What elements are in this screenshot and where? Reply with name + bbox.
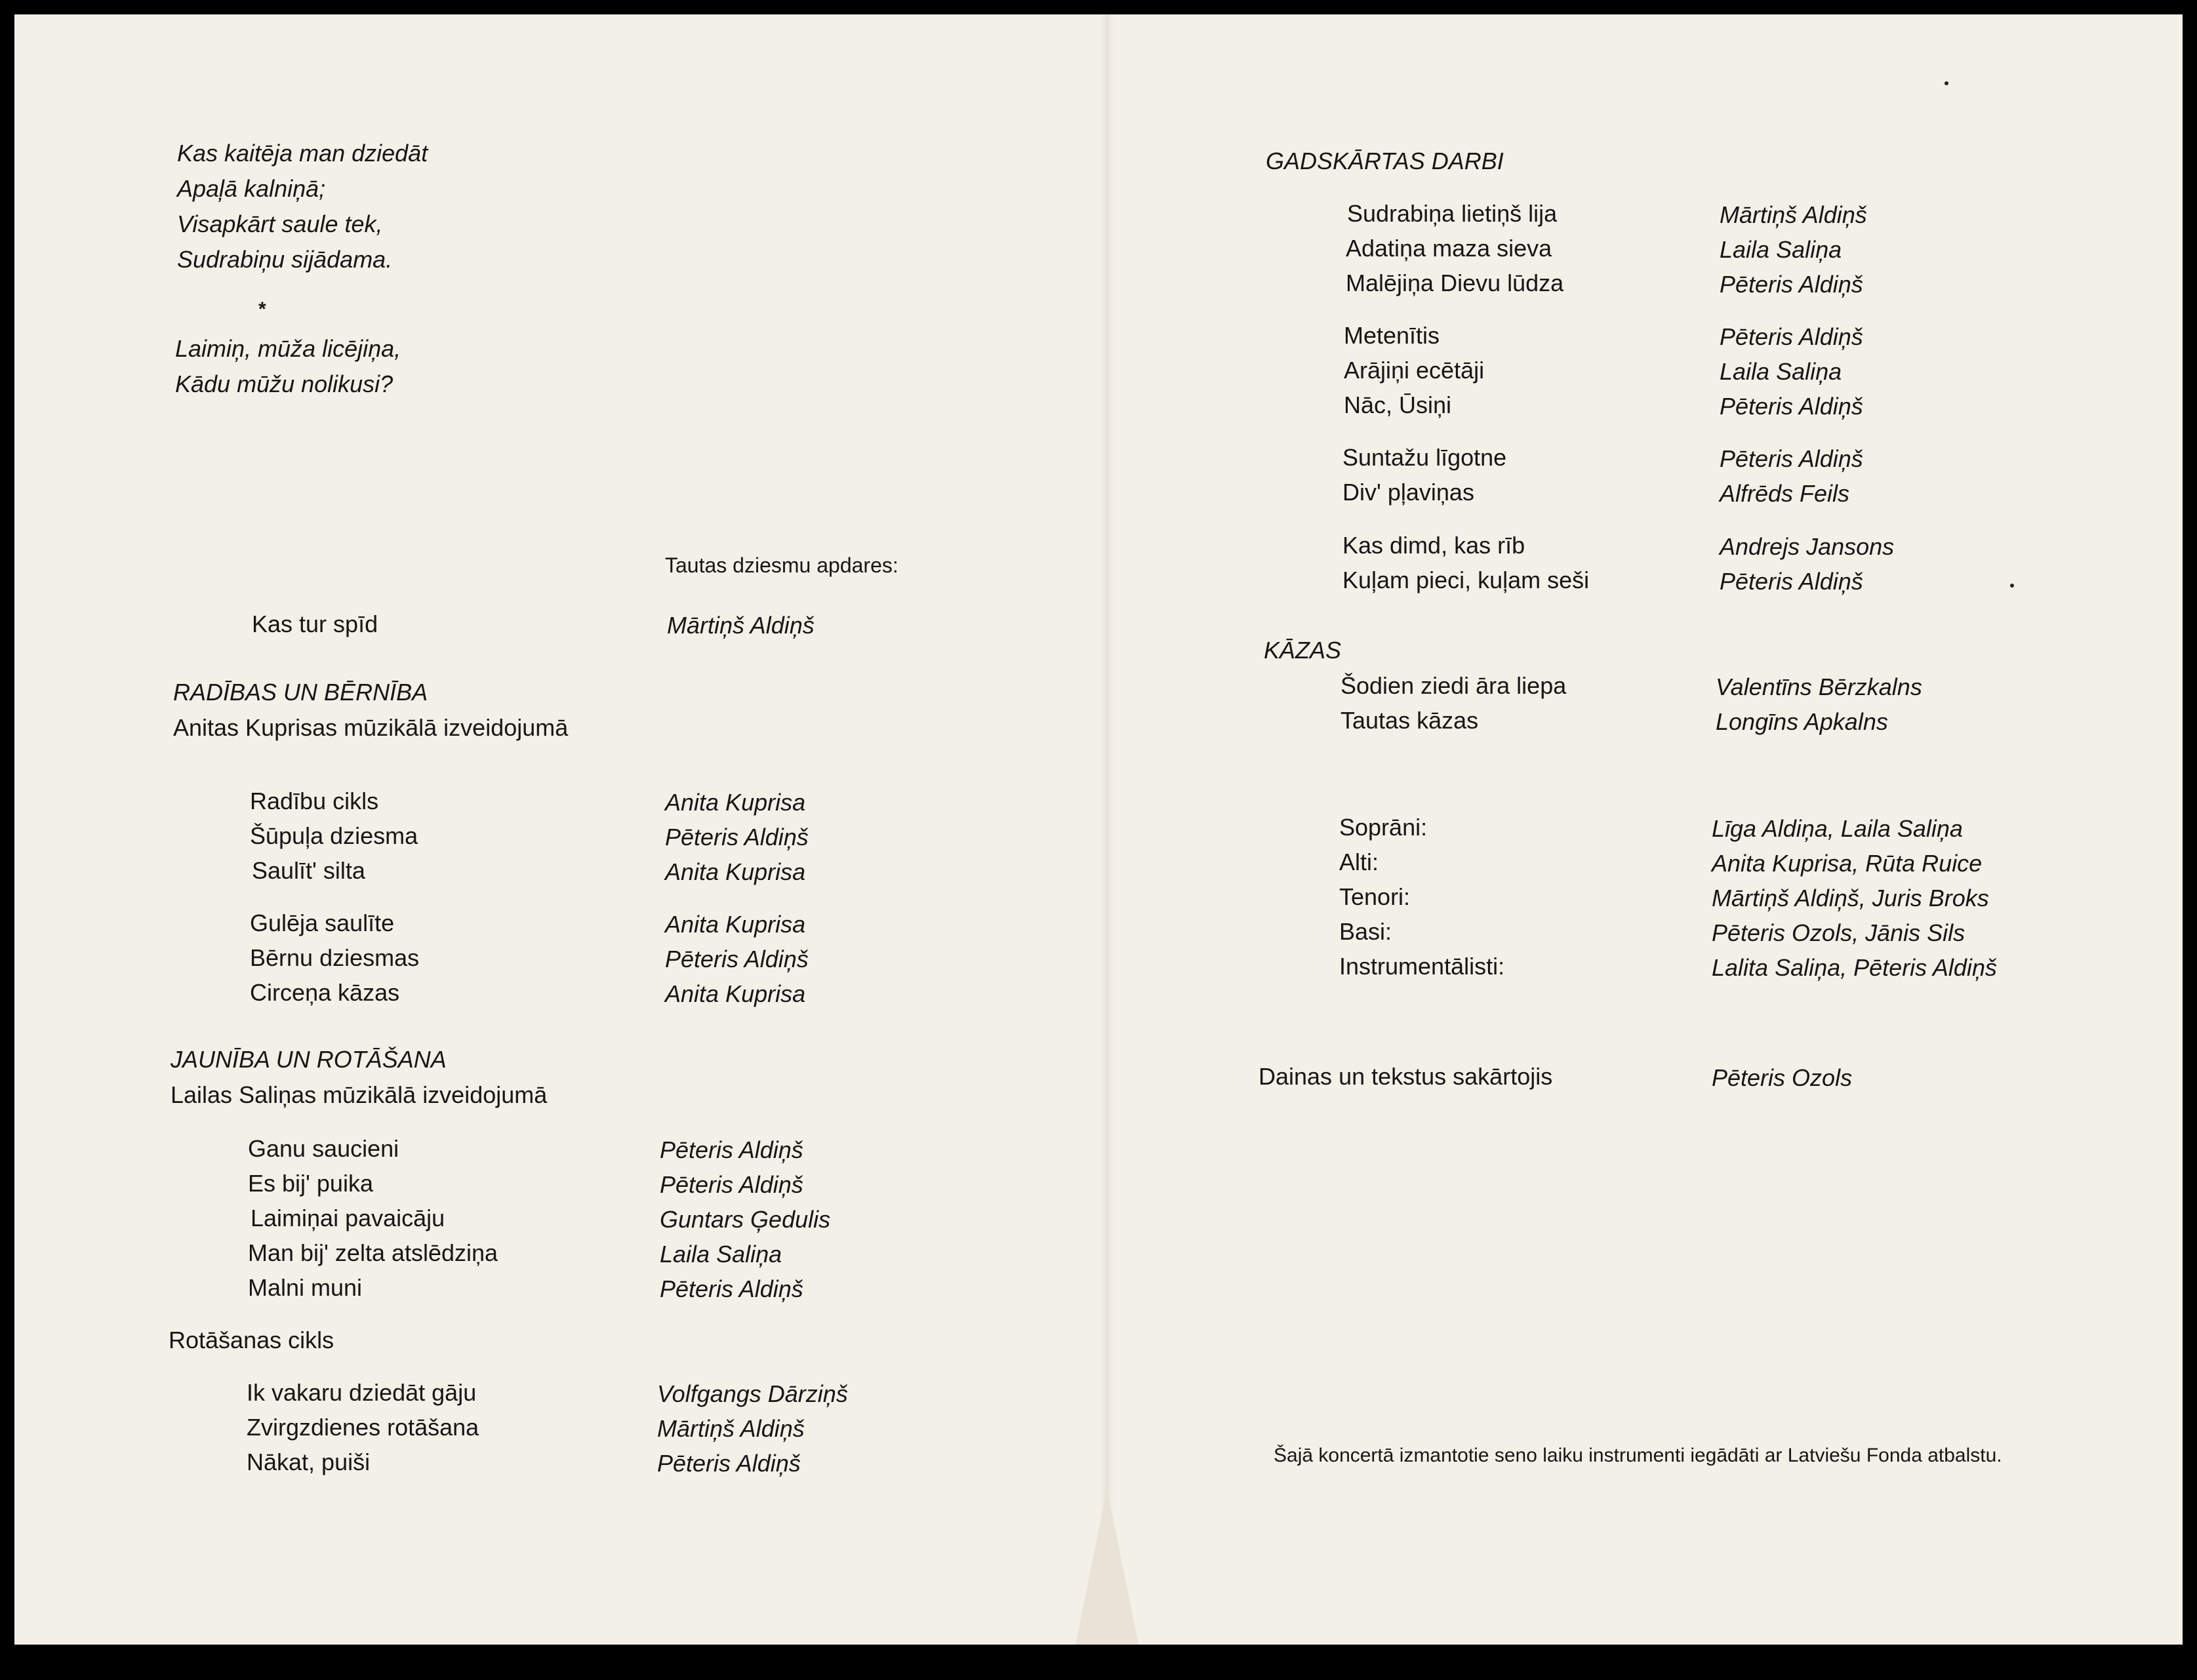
poem-line: Sudrabiņu sijādama. xyxy=(177,246,393,273)
performer-names: Mārtiņš Aldiņš, Juris Broks xyxy=(1712,885,1989,911)
song-title: Div' pļaviņas xyxy=(1342,479,1474,506)
song-arranger: Pēteris Aldiņš xyxy=(660,1136,803,1163)
song-title: Nāc, Ūsiņi xyxy=(1344,391,1452,418)
footnote: Šajā koncertā izmantotie seno laiku instrumenti iegādāti ar Latviešu Fonda atbalstu. xyxy=(1274,1445,2002,1466)
song-title: Saulīt' silta xyxy=(252,857,365,884)
song-arranger: Pēteris Aldiņš xyxy=(1720,568,1863,595)
program-sheet xyxy=(14,14,2183,1645)
song-arranger: Anita Kuprisa xyxy=(665,789,806,816)
song-title: Malējiņa Dievu lūdza xyxy=(1346,270,1564,296)
song-title: Ik vakaru dziedāt gāju xyxy=(247,1379,477,1406)
song-title: Circeņa kāzas xyxy=(250,979,400,1006)
song-arranger: Pēteris Aldiņš xyxy=(665,946,809,972)
song-title: Tautas kāzas xyxy=(1340,707,1479,734)
song-arranger: Longīns Apkalns xyxy=(1716,708,1888,735)
section-heading: JAUNĪBA UN ROTĀŠANA xyxy=(171,1046,447,1073)
song-title: Kas tur spīd xyxy=(252,610,378,637)
section-heading: KĀZAS xyxy=(1264,637,1342,664)
center-fold xyxy=(1100,14,1114,1645)
song-title: Metenītis xyxy=(1344,322,1440,349)
song-arranger: Pēteris Aldiņš xyxy=(1720,271,1863,298)
song-title: Kuļam pieci, kuļam seši xyxy=(1342,567,1590,593)
song-title: Kas dimd, kas rīb xyxy=(1342,532,1525,559)
performer-role: Basi: xyxy=(1339,918,1392,945)
speck xyxy=(1945,81,1948,85)
song-title: Adatiņa maza sieva xyxy=(1346,235,1552,262)
song-arranger: Pēteris Aldiņš xyxy=(660,1171,803,1198)
song-arranger: Anita Kuprisa xyxy=(665,911,806,938)
song-arranger: Andrejs Jansons xyxy=(1720,533,1895,560)
performer-names: Pēteris Ozols, Jānis Sils xyxy=(1712,919,1965,946)
song-arranger: Laila Saliņa xyxy=(660,1241,782,1268)
song-arranger: Pēteris Aldiņš xyxy=(665,824,809,850)
song-title: Man bij' zelta atslēdziņa xyxy=(248,1239,498,1266)
performer-names: Lalita Saliņa, Pēteris Aldiņš xyxy=(1712,954,1997,981)
song-arranger: Pēteris Aldiņš xyxy=(657,1450,801,1477)
performer-role: Tenori: xyxy=(1339,883,1411,910)
song-arranger: Valentīns Bērzkalns xyxy=(1716,673,1922,700)
poem-separator: * xyxy=(258,298,266,320)
section-heading: GADSKĀRTAS DARBI xyxy=(1266,148,1504,174)
song-title: Arājiņi ecētāji xyxy=(1344,357,1485,384)
compiler-name: Pēteris Ozols xyxy=(1712,1064,1853,1091)
song-title: Radību cikls xyxy=(250,788,379,814)
song-arranger: Laila Saliņa xyxy=(1720,236,1842,263)
song-title: Sudrabiņa lietiņš lija xyxy=(1347,200,1558,227)
song-arranger: Pēteris Aldiņš xyxy=(1720,323,1863,350)
poem-line: Apaļā kalniņā; xyxy=(177,175,326,202)
song-arranger: Pēteris Aldiņš xyxy=(1720,445,1863,472)
song-arranger: Mārtiņš Aldiņš xyxy=(1720,201,1867,228)
arrangements-header: Tautas dziesmu apdares: xyxy=(665,553,898,577)
song-arranger: Guntars Ģedulis xyxy=(660,1206,831,1233)
section-heading: RADĪBAS UN BĒRNĪBA xyxy=(173,679,428,706)
song-title: Šūpuļa dziesma xyxy=(250,822,418,849)
song-title: Suntažu līgotne xyxy=(1342,444,1507,471)
song-title: Nākat, puiši xyxy=(247,1449,371,1475)
performer-role: Alti: xyxy=(1339,849,1379,875)
song-title: Ganu saucieni xyxy=(248,1135,399,1162)
section-subheading: Lailas Saliņas mūzikālā izveidojumā xyxy=(171,1081,548,1108)
song-title: Šodien ziedi āra liepa xyxy=(1340,672,1567,699)
compiler-label: Dainas un tekstus sakārtojis xyxy=(1259,1063,1553,1090)
poem-line: Kādu mūžu nolikusi? xyxy=(175,370,393,397)
song-title: Bērnu dziesmas xyxy=(250,944,420,971)
performer-names: Līga Aldiņa, Laila Saliņa xyxy=(1712,815,1963,842)
song-title: Gulēja saulīte xyxy=(250,910,395,936)
song-arranger: Alfrēds Feils xyxy=(1720,480,1850,507)
performer-role: Soprāni: xyxy=(1339,814,1428,841)
section-subheading: Anitas Kuprisas mūzikālā izveidojumā xyxy=(173,714,569,741)
performer-role: Instrumentālisti: xyxy=(1339,953,1505,980)
song-arranger: Volfgangs Dārziņš xyxy=(657,1380,848,1407)
song-arranger: Laila Saliņa xyxy=(1720,358,1842,385)
fold-tear xyxy=(1076,1489,1139,1645)
poem-line: Visapkārt saule tek, xyxy=(177,210,383,237)
speck xyxy=(2010,584,2014,588)
song-arranger: Mārtiņš Aldiņš xyxy=(667,612,815,639)
song-arranger: Pēteris Aldiņš xyxy=(1720,393,1863,420)
song-title: Malni muni xyxy=(248,1274,363,1301)
song-arranger: Anita Kuprisa xyxy=(665,980,806,1007)
poem-line: Kas kaitēja man dziedāt xyxy=(177,140,428,167)
song-arranger: Anita Kuprisa xyxy=(665,858,806,885)
song-arranger: Pēteris Aldiņš xyxy=(660,1275,803,1302)
poem-line: Laimiņ, mūža licējiņa, xyxy=(175,335,401,362)
song-title: Zvirgzdienes rotāšana xyxy=(247,1414,479,1441)
cycle-heading: Rotāšanas cikls xyxy=(169,1327,334,1353)
performer-names: Anita Kuprisa, Rūta Ruice xyxy=(1712,850,1983,877)
song-title: Laimiņai pavaicāju xyxy=(251,1205,445,1231)
song-arranger: Mārtiņš Aldiņš xyxy=(657,1415,805,1442)
song-title: Es bij' puika xyxy=(248,1170,373,1197)
